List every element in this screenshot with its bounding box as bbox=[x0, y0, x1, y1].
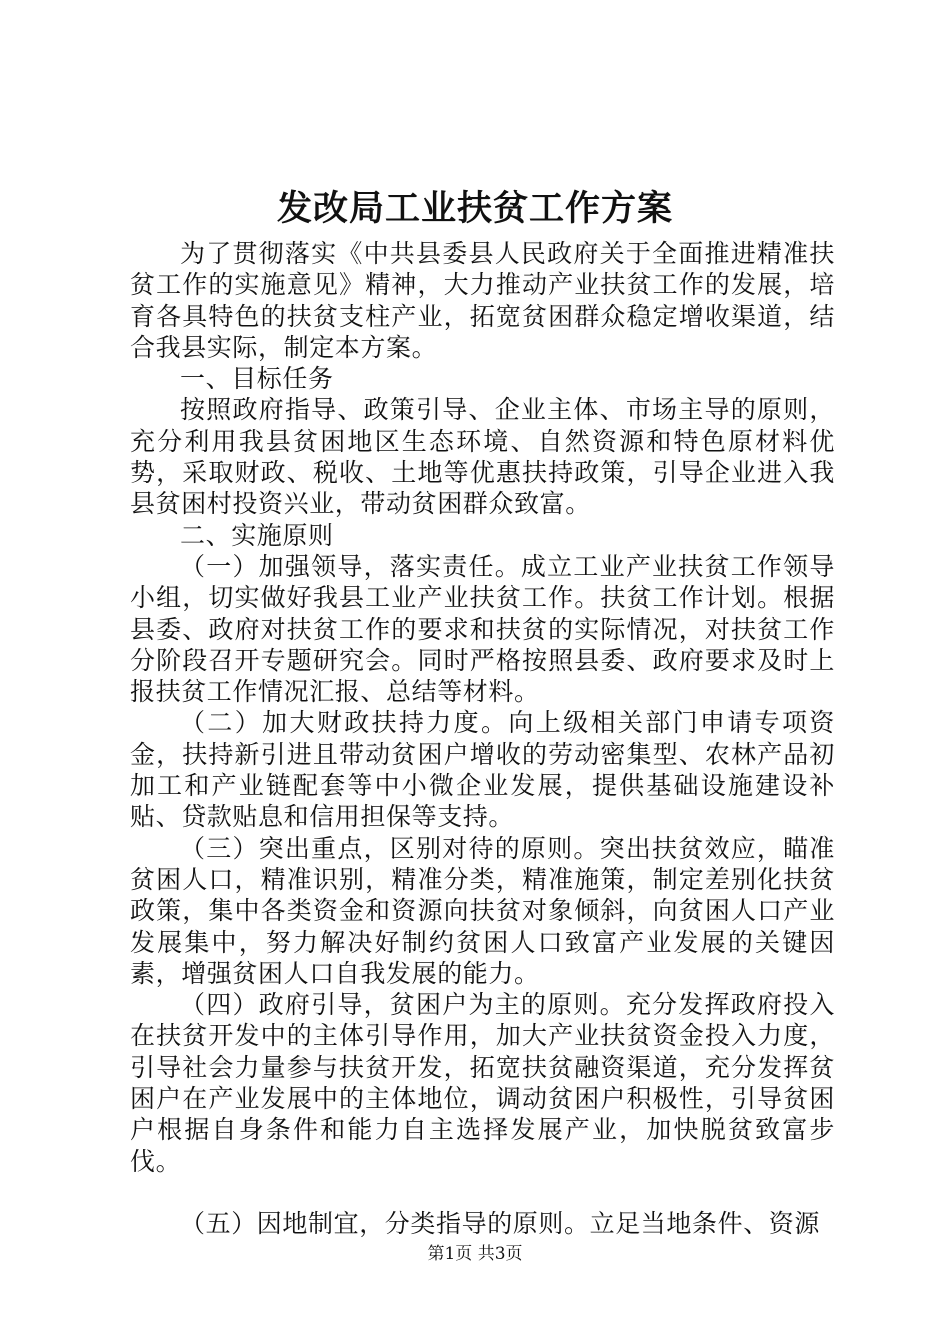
page-footer: 第1页 共3页 bbox=[427, 1244, 523, 1264]
document-body bbox=[130, 238, 835, 1239]
paragraph-goals: 按照政府指导、政策引导、企业主体、市场主导的原则，充分利用我县贫困地区生态环境、自然资源和特色原材料优势，采取财政、税收、土地等优惠扶持政策，引导企业进入我县贫困村投资兴业，带动贫困群众致富。 bbox=[130, 395, 835, 519]
paragraph-intro: 为了贯彻落实《中共县委县人民政府关于全面推进精准扶贫工作的实施意见》精神，大力推动产业扶贫工作的发展，培育各具特色的扶贫支柱产业，拓宽贫困群众稳定增收渠道，结合我县实际，制定本方案。 bbox=[130, 239, 835, 362]
section-heading-principles: 二、实施原则 bbox=[180, 520, 334, 550]
document-title: 发改局工业扶贫工作方案 bbox=[276, 188, 673, 229]
paragraph-principle-3: （三）突出重点，区别对待的原则。突出扶贫效应，瞄准贫困人口，精准识别，精准分类，精准施策，制定差别化扶贫政策，集中各类资金和资源向扶贫对象倾斜，向贫困人口产业发展集中，努力解决好制约贫困人口致富产业发展的关键因素，增强贫困人口自我发展的能力。 bbox=[130, 833, 835, 988]
paragraph-principle-1: （一）加强领导，落实责任。成立工业产业扶贫工作领导小组，切实做好我县工业产业扶贫工作。扶贫工作计划。根据县委、政府对扶贫工作的要求和扶贫的实际情况，对扶贫工作分阶段召开专题研究会。同时严格按照县委、政府要求及时上报扶贫工作情况汇报、总结等材料。 bbox=[130, 551, 835, 707]
paragraph-principle-2: （二）加大财政扶持力度。向上级相关部门申请专项资金，扶持新引进且带动贫困户增收的劳动密集型、农林产品初加工和产业链配套等中小微企业发展，提供基础设施建设补贴、贷款贴息和信用担保等支持。 bbox=[130, 708, 835, 832]
paragraph-principle-4: （四）政府引导，贫困户为主的原则。充分发挥政府投入在扶贫开发中的主体引导作用，加大产业扶贫资金投入力度，引导社会力量参与扶贫开发，拓宽扶贫融资渠道，充分发挥贫困户在产业发展中的主体地位，调动贫困户积极性，引导贫困户根据自身条件和能力自主选择发展产业，加快脱贫致富步伐。 bbox=[130, 990, 835, 1176]
paragraph-principle-5: （五）因地制宜，分类指导的原则。立足当地条件、资源 bbox=[180, 1208, 821, 1238]
section-heading-goals: 一、目标任务 bbox=[180, 364, 334, 394]
